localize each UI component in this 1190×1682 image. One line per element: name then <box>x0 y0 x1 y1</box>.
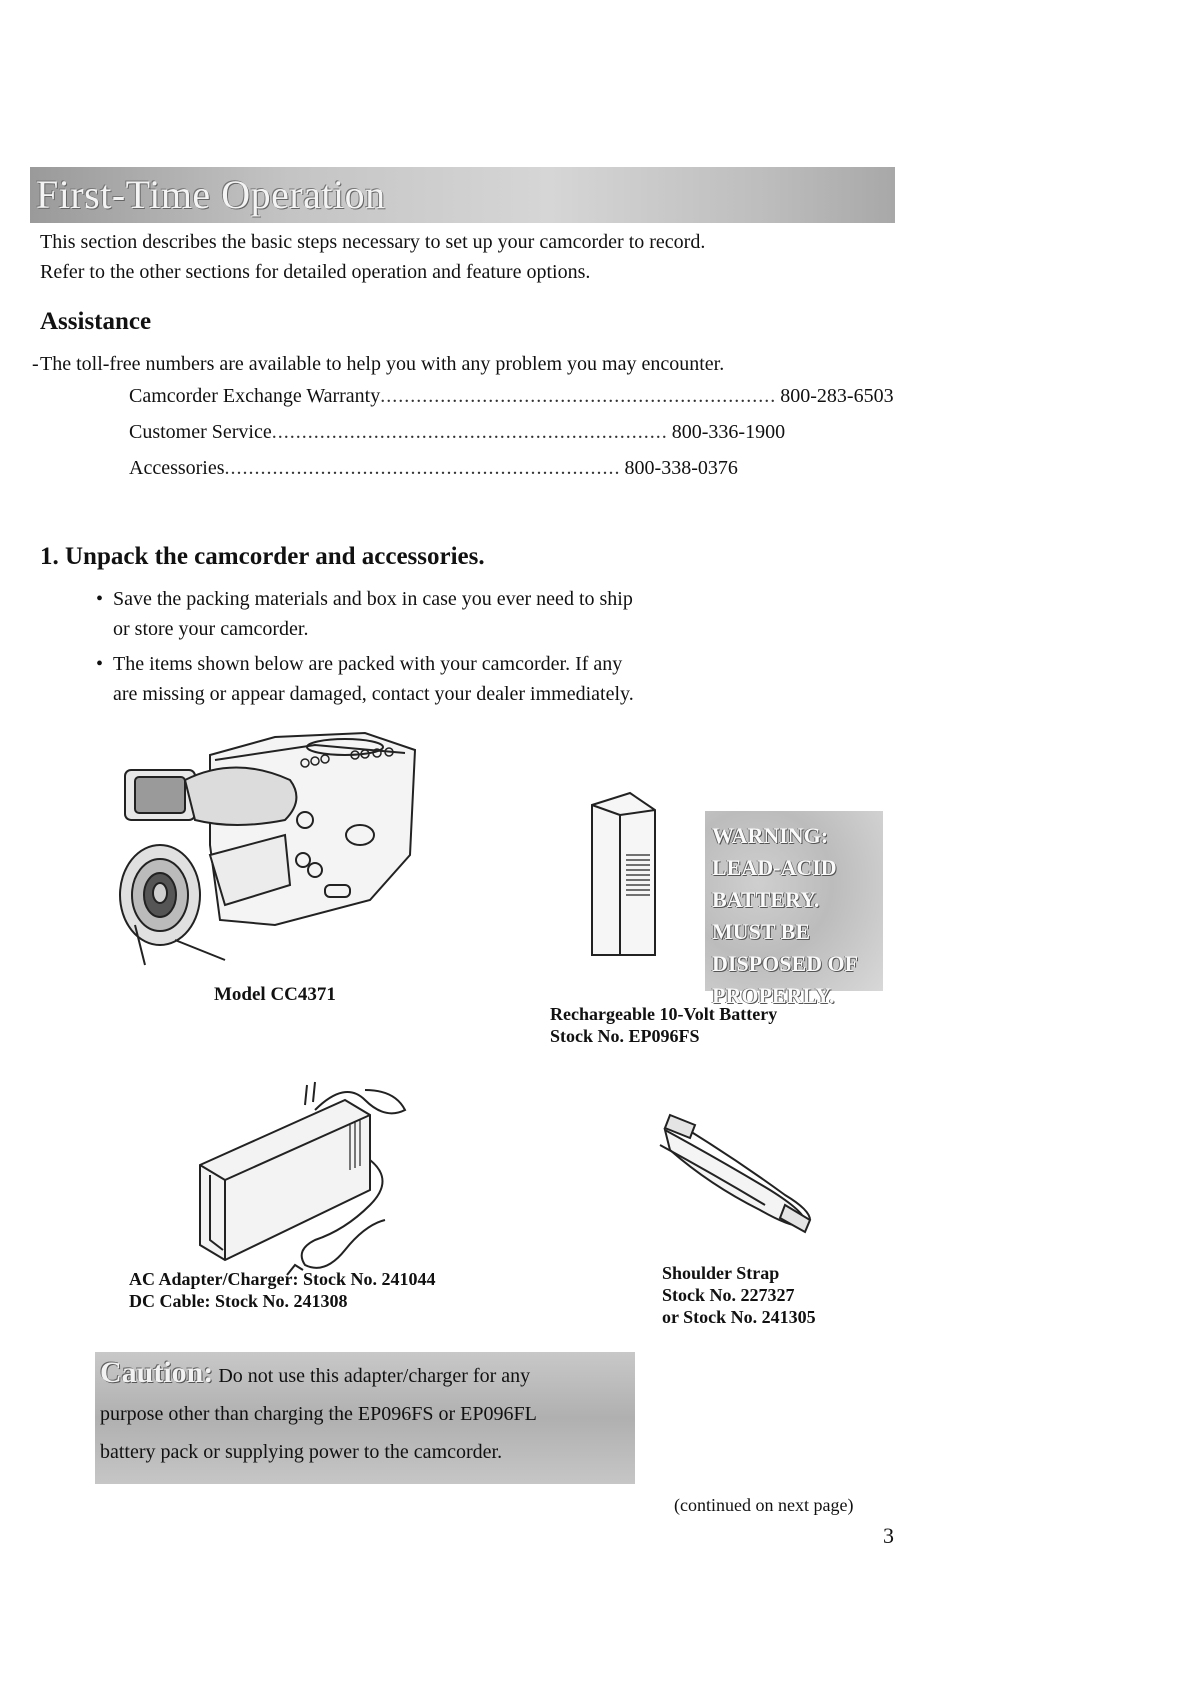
warning-line: WARNING: <box>712 823 829 848</box>
phone-number: 800-283-6503 <box>780 385 894 407</box>
warning-line: PROPERLY. <box>712 983 835 1008</box>
phone-label: Customer Service <box>129 421 272 443</box>
warning-line: MUST BE <box>712 919 811 944</box>
phone-row-warranty <box>129 385 894 408</box>
camcorder-caption: Model CC4371 <box>214 984 336 1005</box>
caution-line-3: battery pack or supplying power to the camcorder. <box>100 1441 503 1463</box>
adapter-caption-line-1: AC Adapter/Charger: Stock No. 241044 <box>129 1269 436 1289</box>
assistance-heading: Assistance <box>40 308 152 335</box>
bullet-1-line-1: Save the packing materials and box in case you ever need to ship <box>113 588 633 610</box>
adapter-caption-line-2: DC Cable: Stock No. 241308 <box>129 1291 348 1311</box>
battery-illustration <box>580 785 670 960</box>
camcorder-illustration <box>115 725 415 970</box>
dot-leader: .................................................................. <box>224 457 621 479</box>
phone-number: 800-336-1900 <box>671 421 786 443</box>
dot-leader: .................................................................. <box>380 385 777 407</box>
strap-caption-line-1: Shoulder Strap <box>662 1263 780 1283</box>
strap-caption-line-2: Stock No. 227327 <box>662 1285 795 1305</box>
battery-caption-line-1: Rechargeable 10-Volt Battery <box>550 1004 778 1024</box>
strap-caption-line-3: or Stock No. 241305 <box>662 1307 816 1327</box>
phone-label: Accessories <box>129 457 225 479</box>
page-number: 3 <box>883 1523 894 1548</box>
caution-word: Caution: <box>100 1356 214 1389</box>
phone-number: 800-338-0376 <box>624 457 738 479</box>
shoulder-strap-illustration <box>660 1110 820 1235</box>
warning-line: LEAD-ACID <box>712 855 837 880</box>
warning-label <box>712 820 887 1012</box>
bullet-dot: • <box>96 653 104 675</box>
warning-line: DISPOSED OF <box>712 951 859 976</box>
bullet-dot: • <box>96 588 104 610</box>
step-1-heading: 1. Unpack the camcorder and accessories. <box>40 543 485 570</box>
intro-line-1: This section describes the basic steps necessary to set up your camcorder to record. <box>40 231 706 253</box>
bullet-2-line-2: are missing or appear damaged, contact your dealer immediately. <box>113 683 634 705</box>
bullet-2-line-1: The items shown below are packed with your camcorder. If any <box>113 653 623 675</box>
caution-line-2: purpose other than charging the EP096FS or EP096FL <box>100 1403 537 1425</box>
caution-line-1 <box>100 1354 630 1395</box>
continued-note: (continued on next page) <box>674 1495 854 1515</box>
caution-text-1: Do not use this adapter/charger for any <box>218 1365 531 1387</box>
warning-line: BATTERY. <box>712 887 820 912</box>
assistance-intro: The toll-free numbers are available to help you with any problem you may encounter. <box>40 353 725 375</box>
phone-row-accessories <box>129 457 738 480</box>
phone-row-customer-service <box>129 421 786 444</box>
bullet-1-line-2: or store your camcorder. <box>113 618 309 640</box>
intro-line-2: Refer to the other sections for detailed operation and feature options. <box>40 261 591 283</box>
assistance-dash: - <box>32 353 39 375</box>
caution-notice <box>100 1354 630 1471</box>
dot-leader: .................................................................. <box>271 421 668 443</box>
phone-label: Camcorder Exchange Warranty <box>129 385 381 407</box>
page-title: First-Time Operation <box>36 172 386 217</box>
battery-caption-line-2: Stock No. EP096FS <box>550 1026 700 1046</box>
ac-adapter-illustration <box>195 1070 415 1285</box>
